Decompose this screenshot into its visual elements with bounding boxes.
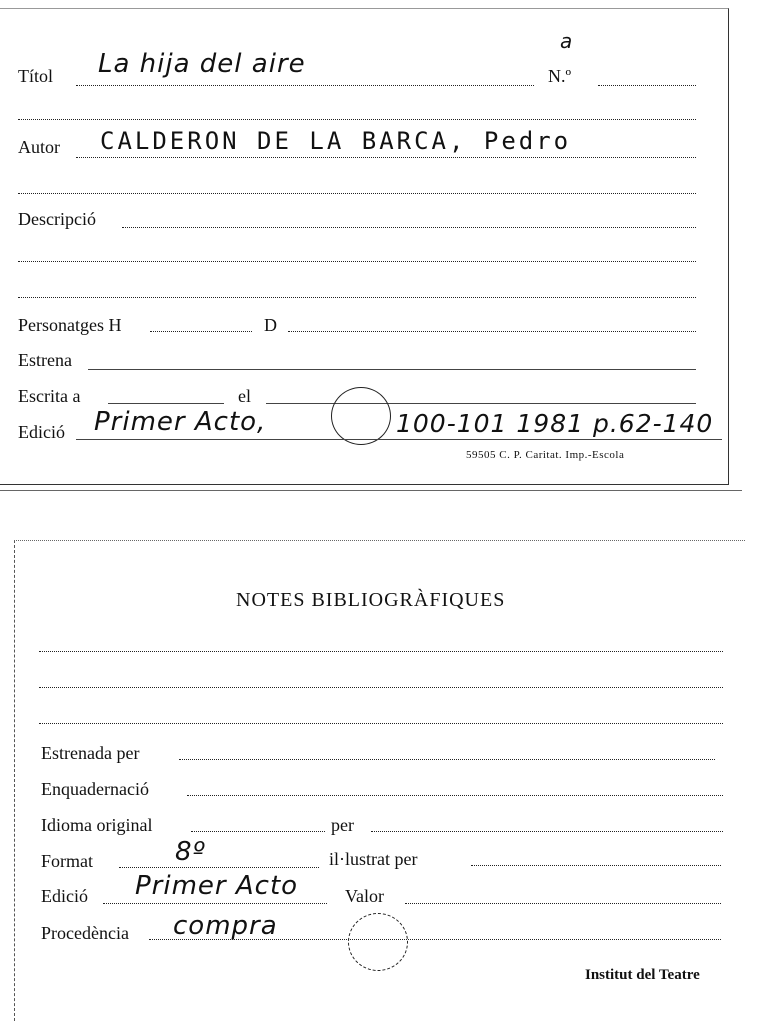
enquadernacio-line: [187, 795, 723, 796]
num-label: N.º: [548, 66, 572, 86]
format-line: [119, 867, 319, 868]
idioma-line: [191, 831, 325, 832]
titol-line-2: [18, 119, 696, 120]
estrena-label: Estrena: [18, 350, 72, 370]
edicio-line: [76, 439, 722, 440]
back-edicio-line: [103, 903, 327, 904]
format-value: 8º: [175, 837, 206, 867]
idioma-per-label: per: [331, 815, 354, 835]
descripcio-line-2: [18, 261, 696, 262]
library-stamp: [331, 387, 391, 445]
idioma-label: Idioma original: [41, 815, 153, 835]
descripcio-label: Descripció: [18, 209, 96, 229]
estrena-line: [88, 369, 696, 370]
idioma-per-line: [371, 831, 723, 832]
personatges-d-line: [288, 331, 696, 332]
escrita-label: Escrita a: [18, 386, 81, 406]
escrita-a-line: [108, 403, 224, 404]
notes-heading: NOTES BIBLIOGRÀFIQUES: [236, 589, 506, 611]
descripcio-line: [122, 227, 696, 228]
procedencia-line: [149, 939, 721, 940]
escrita-el-line: [266, 403, 696, 404]
personatges-label: Personatges H: [18, 315, 122, 335]
valor-line: [405, 903, 721, 904]
titol-value: La hija del aire: [98, 49, 306, 79]
descripcio-line-3: [18, 297, 696, 298]
format-label: Format: [41, 851, 93, 871]
notes-line-1: [39, 651, 723, 652]
illustrat-line: [471, 865, 721, 866]
notes-line-2: [39, 687, 723, 688]
autor-line-2: [18, 193, 696, 194]
enquadernacio-label: Enquadernació: [41, 779, 149, 799]
titol-line: [76, 85, 534, 86]
personatges-h-line: [150, 331, 252, 332]
estrenada-label: Estrenada per: [41, 743, 140, 763]
catalog-card-back: [14, 540, 745, 1021]
titol-label: Títol: [18, 66, 53, 86]
num-line: [598, 85, 696, 86]
estrenada-line: [179, 759, 715, 760]
card-separator: [0, 490, 742, 491]
personatges-d-label: D: [264, 315, 277, 335]
valor-label: Valor: [345, 886, 384, 906]
catalog-card-front: [0, 8, 729, 485]
back-stamp: [348, 913, 408, 971]
notes-line-3: [39, 723, 723, 724]
back-edicio-value: Primer Acto: [135, 871, 299, 901]
procedencia-value: compra: [173, 911, 278, 941]
escrita-el-label: el: [238, 386, 251, 406]
autor-line: [76, 157, 696, 158]
illustrat-label: il·lustrat per: [329, 849, 418, 869]
autor-label: Autor: [18, 137, 60, 157]
edicio-details: 100-101 1981 p.62-140: [396, 409, 714, 438]
procedencia-label: Procedència: [41, 923, 129, 943]
corner-mark: a: [560, 29, 574, 53]
edicio-value: Primer Acto,: [94, 407, 267, 437]
back-edicio-label: Edició: [41, 886, 88, 906]
edicio-label: Edició: [18, 422, 65, 442]
institution-name: Institut del Teatre: [585, 967, 700, 983]
autor-value: CALDERON DE LA BARCA, Pedro: [100, 127, 572, 155]
printer-imprint: 59505 C. P. Caritat. Imp.-Escola: [466, 449, 625, 461]
